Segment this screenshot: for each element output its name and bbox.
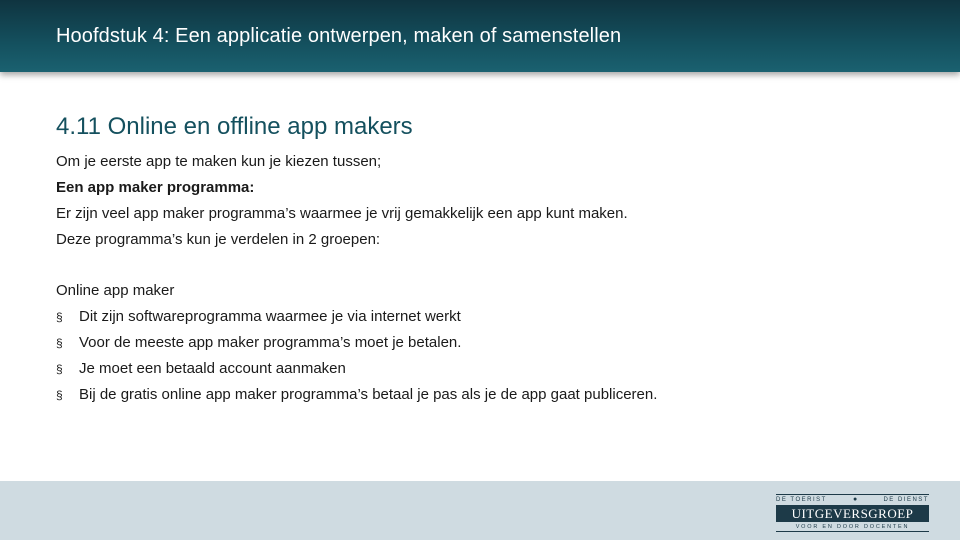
- intro-text: Om je eerste app te maken kun je kiezen tussen;: [56, 153, 382, 170]
- logo-sub-text: VOOR EN DOOR DOCENTEN: [776, 524, 929, 532]
- slide-content: [56, 149, 916, 408]
- subheading: Een app maker programma:: [56, 179, 255, 196]
- section-heading: Online app maker: [56, 282, 175, 299]
- logo-top-row: [776, 494, 929, 503]
- bullet-list: [56, 304, 916, 408]
- publisher-logo: [776, 494, 929, 528]
- square-bullet-icon: §: [56, 388, 63, 402]
- logo-top-left: DE TOERIST: [776, 496, 827, 503]
- square-bullet-icon: §: [56, 362, 63, 376]
- logo-main-text: UITGEVERSGROEP: [776, 505, 929, 522]
- list-item-text: Je moet een betaald account aanmaken: [79, 360, 346, 377]
- header-bar: [0, 0, 960, 72]
- body-line-1: Er zijn veel app maker programma’s waarmee je vrij gemakkelijk een app kunt maken.: [56, 205, 628, 222]
- list-item: [56, 356, 916, 382]
- list-item-text: Bij de gratis online app maker programma’s betaal je pas als je de app gaat publiceren.: [79, 386, 658, 403]
- square-bullet-icon: §: [56, 336, 63, 350]
- list-item-text: Voor de meeste app maker programma’s moet je betalen.: [79, 334, 462, 351]
- square-bullet-icon: §: [56, 310, 63, 324]
- logo-dot-icon: ●: [853, 496, 858, 503]
- list-item: [56, 382, 916, 408]
- body-line-2: Deze programma’s kun je verdelen in 2 groepen:: [56, 231, 381, 248]
- chapter-title: Hoofdstuk 4: Een applicatie ontwerpen, maken of samenstellen: [56, 25, 622, 47]
- logo-top-right: DE DIENST: [883, 496, 929, 503]
- spacer: [56, 253, 916, 278]
- list-item: [56, 330, 916, 356]
- list-item-text: Dit zijn softwareprogramma waarmee je via internet werkt: [79, 308, 461, 325]
- list-item: [56, 304, 916, 330]
- slide-title: 4.11 Online en offline app makers: [56, 113, 413, 140]
